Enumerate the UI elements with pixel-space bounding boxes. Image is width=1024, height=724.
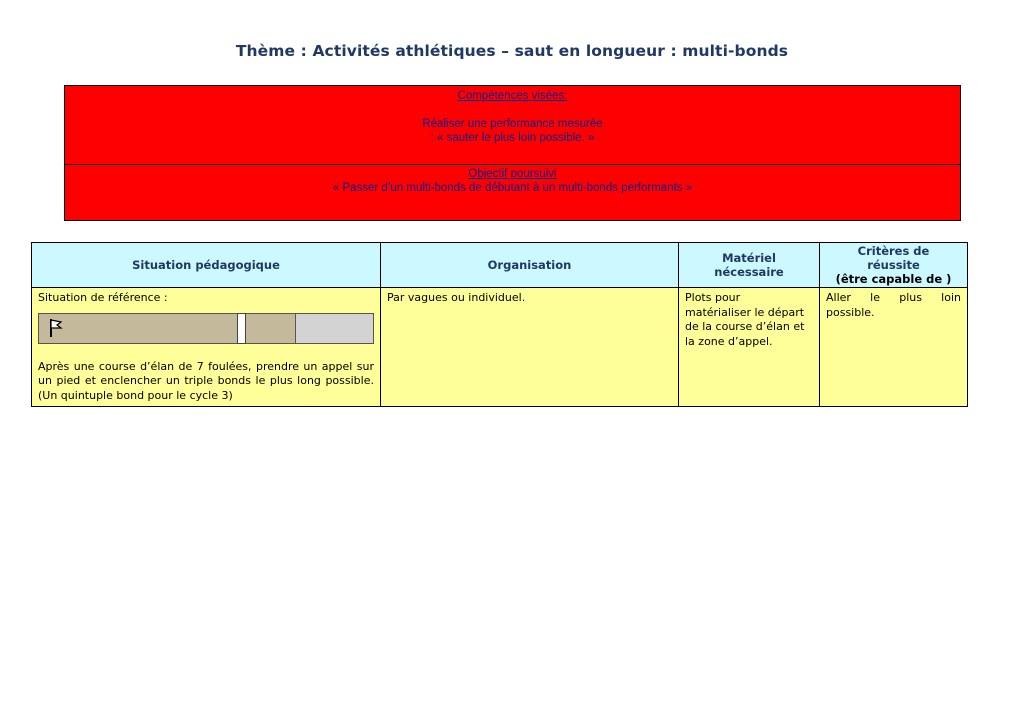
cell-criteres <box>820 288 968 407</box>
takeoff-board <box>237 313 246 344</box>
header-situation: Situation pédagogique <box>32 243 381 288</box>
materiel-text: Plots pour matérialiser le départ de la course d’élan et la zone d’appel. <box>685 291 805 348</box>
header-organisation: Organisation <box>381 243 679 288</box>
header-criteres-sub: (être capable de ) <box>835 272 952 286</box>
situation-text: Après une course d’élan de 7 foulées, prendre un appel sur un pied et enclencher un triple bonds le plus long possible.(Un quintuple bond pour le cycle 3) <box>38 359 374 402</box>
flag-icon <box>48 318 64 338</box>
cell-materiel <box>679 288 820 407</box>
organisation-text: Par vagues ou individuel. <box>387 291 526 304</box>
table-header-row <box>32 243 968 288</box>
page-title: Thème : Activités athlétiques – saut en longueur : multi-bonds <box>235 42 789 60</box>
objectives-box <box>64 85 961 221</box>
track-diagram <box>38 313 374 344</box>
competences-heading: Compétences visées: <box>457 90 568 102</box>
cell-organisation <box>381 288 679 407</box>
situation-title: Situation de référence : <box>38 291 168 304</box>
cell-situation <box>32 288 381 407</box>
run-up-zone <box>39 314 296 343</box>
competences-line-2: : « sauter le plus loin possible. » <box>430 132 595 144</box>
header-criteres-label: Critères de réussite <box>857 244 930 272</box>
table-row <box>32 288 968 407</box>
objectif-line-1: « Passer d’un multi-bonds de débutant à un multi-bonds performants » <box>332 182 693 194</box>
objectif-heading: Objectif poursuivi <box>468 168 557 180</box>
criteres-text: Aller le plus loin possible. <box>826 291 961 319</box>
header-materiel-label: Matériel nécessaire <box>714 251 784 279</box>
competences-line-1: Réaliser une performance mesurée <box>422 118 603 130</box>
header-materiel <box>679 243 820 288</box>
header-criteres <box>820 243 968 288</box>
pedagogy-table <box>31 242 968 407</box>
objectives-divider <box>65 164 960 165</box>
